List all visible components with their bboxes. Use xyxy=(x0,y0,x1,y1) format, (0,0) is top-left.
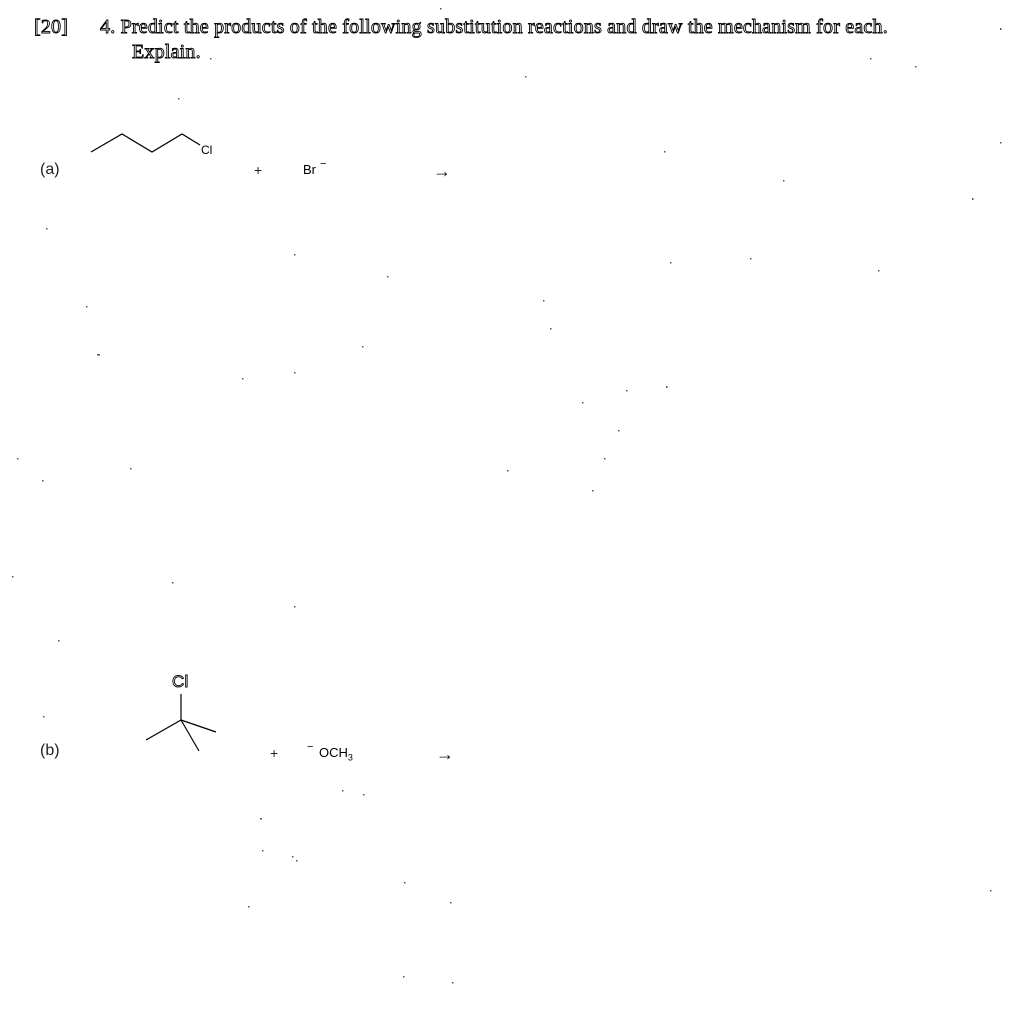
reaction-arrow-b: → xyxy=(436,744,454,764)
plus-sign-b: + xyxy=(270,745,279,761)
chlorine-label-b: Cl xyxy=(172,672,189,691)
reaction-arrow-a: → xyxy=(433,161,451,181)
methoxide-charge: − xyxy=(307,741,314,753)
chlorine-label-a: Cl xyxy=(201,143,213,157)
part-b-label: (b) xyxy=(40,742,60,759)
explain-text: Explain. xyxy=(132,41,201,63)
bromide-symbol: Br xyxy=(303,162,316,177)
methoxide-main: OCH xyxy=(319,745,348,760)
bromide-charge: − xyxy=(320,158,327,170)
question-points: [20] xyxy=(34,16,69,38)
plus-sign-a: + xyxy=(254,162,263,178)
question-text: 4. Predict the products of the following substitution reactions and draw the mechanism for each. xyxy=(100,16,888,38)
methoxide-subscript: 3 xyxy=(347,752,353,763)
part-a-label: (a) xyxy=(40,161,60,178)
